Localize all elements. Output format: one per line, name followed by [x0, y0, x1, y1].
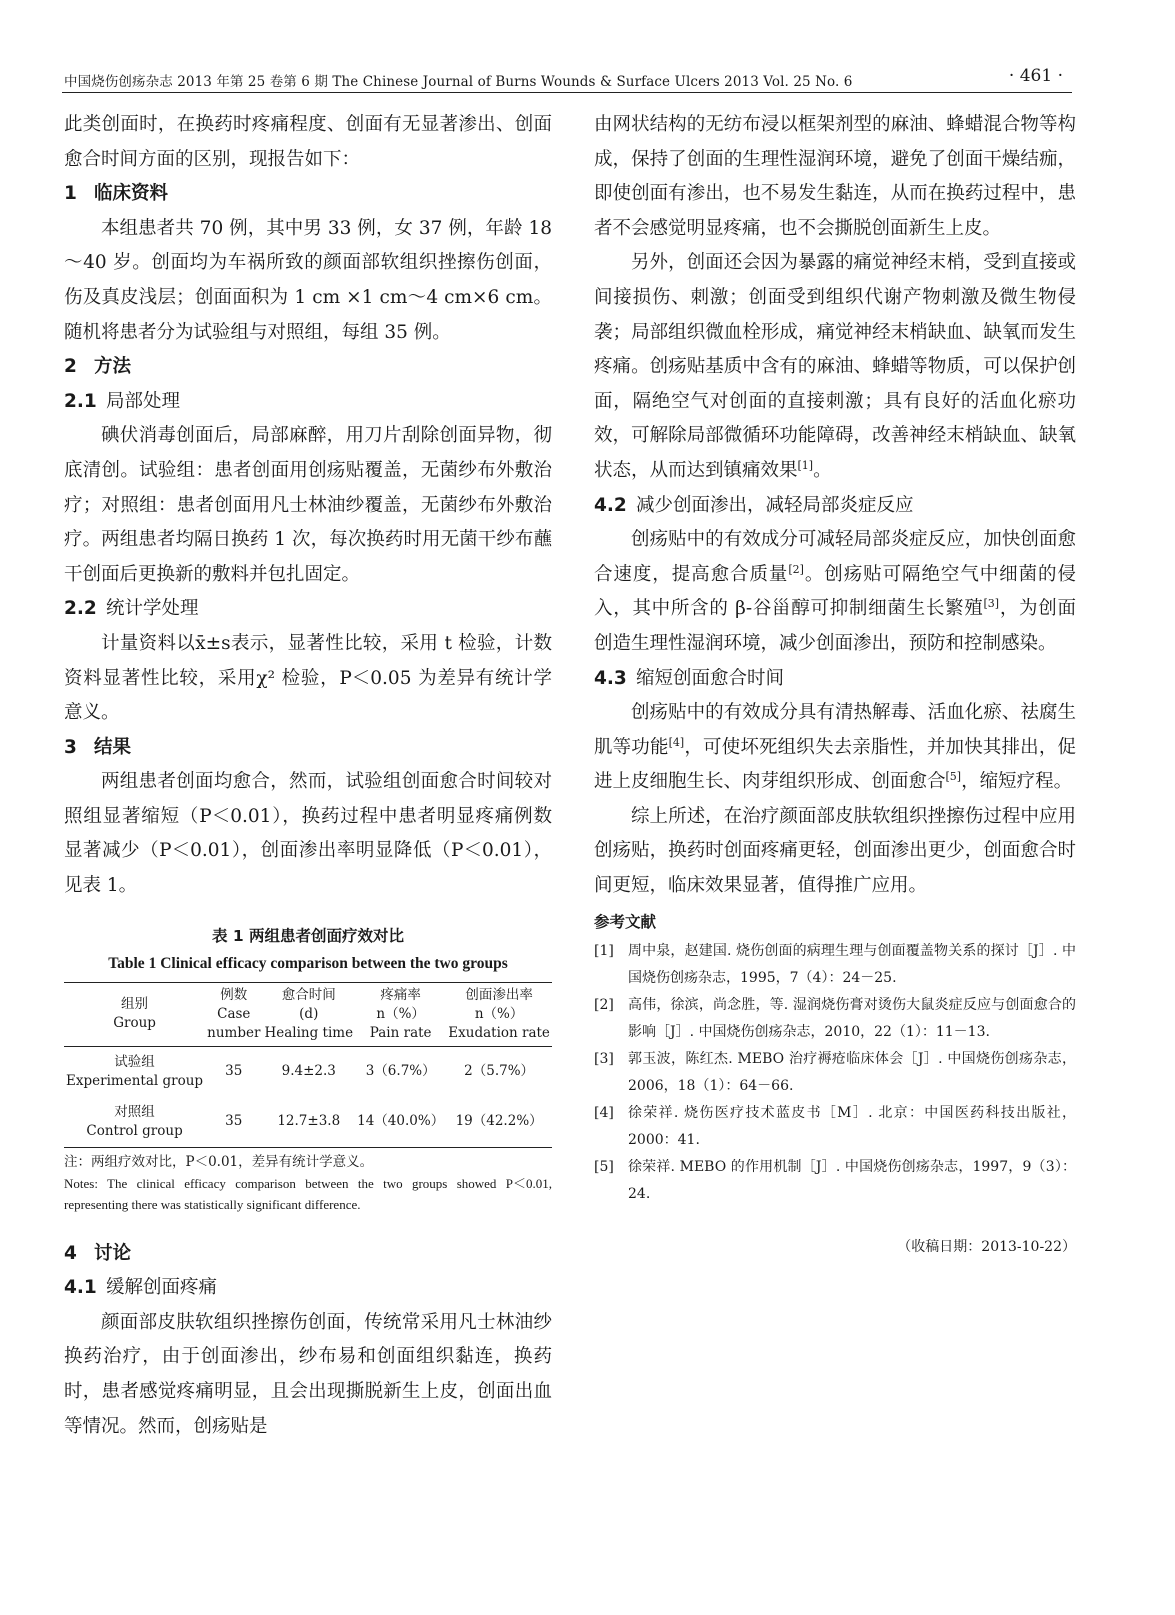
subsection-title: 减少创面渗出，减轻局部炎症反应: [636, 494, 914, 516]
reference-item: [3] 郭玉波，陈红杰. MEBO 治疗褥疮临床体会［J］. 中国烧伤创疡杂志，2006，18（1）：64－66.: [594, 1050, 1076, 1094]
section-2-2-paragraph: 计量资料以x̄±s表示，显著性比较，采用 t 检验，计数资料显著性比较，采用χ² 检验，P＜0.05 为差异有统计学意义。: [64, 632, 552, 724]
left-column: [64, 108, 552, 1444]
efficacy-table: [64, 982, 552, 1148]
cases-cell: 35: [225, 1063, 243, 1080]
page-number: · 461 ·: [1008, 66, 1063, 86]
healing-cell: 12.7±3.8: [277, 1113, 341, 1130]
subsection-number: 4.2: [594, 494, 627, 516]
pain-cell: 3（6.7%）: [365, 1063, 436, 1080]
citation: [3]: [983, 597, 1000, 611]
reference-item: [2] 高伟，徐滨，尚念胜，等. 湿润烧伤膏对烫伤大鼠炎症反应与创面愈合的影响［J］. 中国烧伤创疡杂志，2010，22（1）：11－13.: [594, 996, 1076, 1040]
table-row: [64, 1097, 552, 1148]
reference-item: [1] 周中泉，赵建国. 烧伤创面的病理生理与创面覆盖物关系的探讨［J］. 中国烧伤创疡杂志，1995，7（4）：24－25.: [594, 942, 1076, 986]
header-exudation: 创面渗出率 n（%） Exudation rate: [448, 986, 550, 1041]
header-group: 组别 Group: [113, 996, 156, 1032]
group-cell: 试验组 Experimental group: [66, 1053, 204, 1089]
citation: [5]: [945, 770, 962, 784]
subsection-number: 2.1: [64, 390, 97, 412]
section-4-1-heading: [64, 1271, 552, 1306]
section-number: 3: [64, 736, 77, 758]
header-pain: 疼痛率 n（%） Pain rate: [369, 986, 432, 1041]
subsection-title: 缓解创面疼痛: [106, 1277, 218, 1299]
citation: [2]: [788, 562, 804, 576]
section-title: 结果: [94, 736, 132, 758]
table-row: [64, 1046, 552, 1097]
cases-cell: 35: [225, 1113, 243, 1130]
exudation-cell: 19（42.2%）: [455, 1113, 543, 1130]
intro-paragraph: 此类创面时，在换药时疼痛程度、创面有无显著渗出、创面愈合时间方面的区别，现报告如下：: [64, 114, 552, 170]
section-4-3-heading: [594, 662, 1076, 697]
references-heading: 参考文献: [594, 912, 657, 931]
subsection-number: 4.3: [594, 667, 627, 689]
subsection-number: 2.2: [64, 598, 97, 620]
subsection-title: 缩短创面愈合时间: [636, 667, 785, 689]
healing-cell: 9.4±2.3: [281, 1063, 336, 1080]
table-caption-cn: 表 1 两组患者创面疗效对比: [211, 926, 405, 945]
section-number: 1: [64, 183, 77, 205]
section-4-1-paragraph-continued: 由网状结构的无纺布浸以框架剂型的麻油、蜂蜡混合物等构成，保持了创面的生理性湿润环境，避免了创面干燥结痂，即使创面有渗出，也不易发生黏连，从而在换药过程中，患者不会感觉明显疼痛，也不会撕脱创面新生上皮。: [594, 114, 1076, 239]
group-cell: 对照组 Control group: [86, 1103, 183, 1139]
section-1-paragraph: 本组患者共 70 例，其中男 33 例，女 37 例，年龄 18～40 岁。创面均为车祸所致的颜面部软组织挫擦伤创面，伤及真皮浅层；创面面积为 1 cm ×1 cm～4 cm×6 cm。随机将患者分为试验组与对照组，每组 35 例。: [64, 217, 552, 343]
section-2-2-heading: [64, 592, 552, 627]
reference-item: [5] 徐荣祥. MEBO 的作用机制［J］. 中国烧伤创疡杂志，1997，9（3）：24.: [594, 1158, 1076, 1202]
table-caption-en: Table 1 Clinical efficacy comparison between the two groups: [108, 954, 508, 972]
header-cases: 例数 Case number: [207, 986, 261, 1041]
table-header-row: [64, 982, 552, 1046]
section-number: 2: [64, 356, 77, 378]
section-4-1-paragraph: 颜面部皮肤软组织挫擦伤创面，传统常采用凡士林油纱换药治疗，由于创面渗出，纱布易和创面组织黏连，换药时，患者感觉疼痛明显，且会出现撕脱新生上皮，创面出血等情况。然而，创疡贴是: [64, 1311, 552, 1437]
exudation-cell: 2（5.7%）: [464, 1063, 535, 1080]
section-4-2-paragraph: 创疡贴中的有效成分可减轻局部炎症反应，加快创面愈合速度，提高愈合质量[2]。创疡贴可隔绝空气中细菌的侵入，其中所含的 β-谷甾醇可抑制细菌生长繁殖[3]，为创面创造生理性湿润环境，减少创面渗出，预防和控制感染。: [594, 529, 1076, 654]
section-4-2-heading: [594, 489, 1076, 524]
subsection-number: 4.1: [64, 1277, 97, 1299]
table-note-cn: 注：两组疗效对比，P＜0.01，差异有统计学意义。: [64, 1153, 374, 1170]
right-column: [594, 108, 1076, 1256]
section-2-1-paragraph: 碘伏消毒创面后，局部麻醉，用刀片刮除创面异物，彻底清创。试验组：患者创面用创疡贴覆盖，无菌纱布外敷治疗；对照组：患者创面用凡士林油纱覆盖，无菌纱布外敷治疗。两组患者均隔日换药 1 次，每次换药时用无菌干纱布蘸干创面后更换新的敷料并包扎固定。: [64, 425, 552, 585]
section-title: 讨论: [94, 1242, 132, 1264]
section-3-heading: [64, 731, 552, 766]
section-2-1-heading: [64, 385, 552, 420]
running-header: 中国烧伤创疡杂志 2013 年第 25 卷第 6 期 The Chinese Journal of Burns Wounds & Surface Ulcers 2013 Vol. 25 No. 6: [64, 74, 853, 90]
section-1-heading: [64, 177, 552, 212]
section-2-heading: [64, 350, 552, 385]
section-4-3-paragraph: 创疡贴中的有效成分具有清热解毒、活血化瘀、祛腐生肌等功能[4]，可使坏死组织失去亲脂性，并加快其排出，促进上皮细胞生长、肉芽组织形成、创面愈合[5]，缩短疗程。: [594, 702, 1076, 793]
header-rule: [62, 92, 1072, 93]
section-3-paragraph: 两组患者创面均愈合，然而，试验组创面愈合时间较对照组显著缩短（P＜0.01），换药过程中患者明显疼痛例数显著减少（P＜0.01），创面渗出率明显降低（P＜0.01），见表 1。: [64, 771, 552, 897]
reference-item: [4] 徐荣祥. 烧伤医疗技术蓝皮书［M］. 北京：中国医药科技出版社，2000：41.: [594, 1104, 1076, 1148]
citation: [1]: [797, 458, 814, 472]
header-healing: 愈合时间 (d) Healing time: [264, 986, 354, 1041]
pain-cell: 14（40.0%）: [357, 1113, 445, 1130]
section-number: 4: [64, 1242, 77, 1264]
citation: [4]: [668, 735, 685, 749]
subsection-title: 局部处理: [106, 390, 181, 412]
subsection-title: 统计学处理: [106, 598, 199, 620]
summary-paragraph: 综上所述，在治疗颜面部皮肤软组织挫擦伤过程中应用创疡贴，换药时创面疼痛更轻，创面渗出更少，创面愈合时间更短，临床效果显著，值得推广应用。: [594, 805, 1076, 897]
section-4-1-paragraph-2: 另外，创面还会因为暴露的痛觉神经末梢，受到直接或间接损伤、刺激；创面受到组织代谢产物刺激及微生物侵袭；局部组织微血栓形成，痛觉神经末梢缺血、缺氧而发生疼痛。创疡贴基质中含有的麻油、蜂蜡等物质，可以保护创面，隔绝空气对创面的直接刺激；具有良好的活血化瘀功效，可解除局部微循环功能障碍，改善神经末梢缺血、缺氧状态，从而达到镇痛效果[1]。: [594, 252, 1076, 481]
received-date: （收稿日期：2013-10-22）: [897, 1238, 1076, 1255]
section-title: 方法: [94, 356, 132, 378]
section-4-heading: [64, 1237, 552, 1272]
table-note-en: Notes: The clinical efficacy comparison between the two groups showed P＜0.01, representing there was statistically significant difference.: [64, 1175, 552, 1212]
section-title: 临床资料: [94, 183, 169, 205]
